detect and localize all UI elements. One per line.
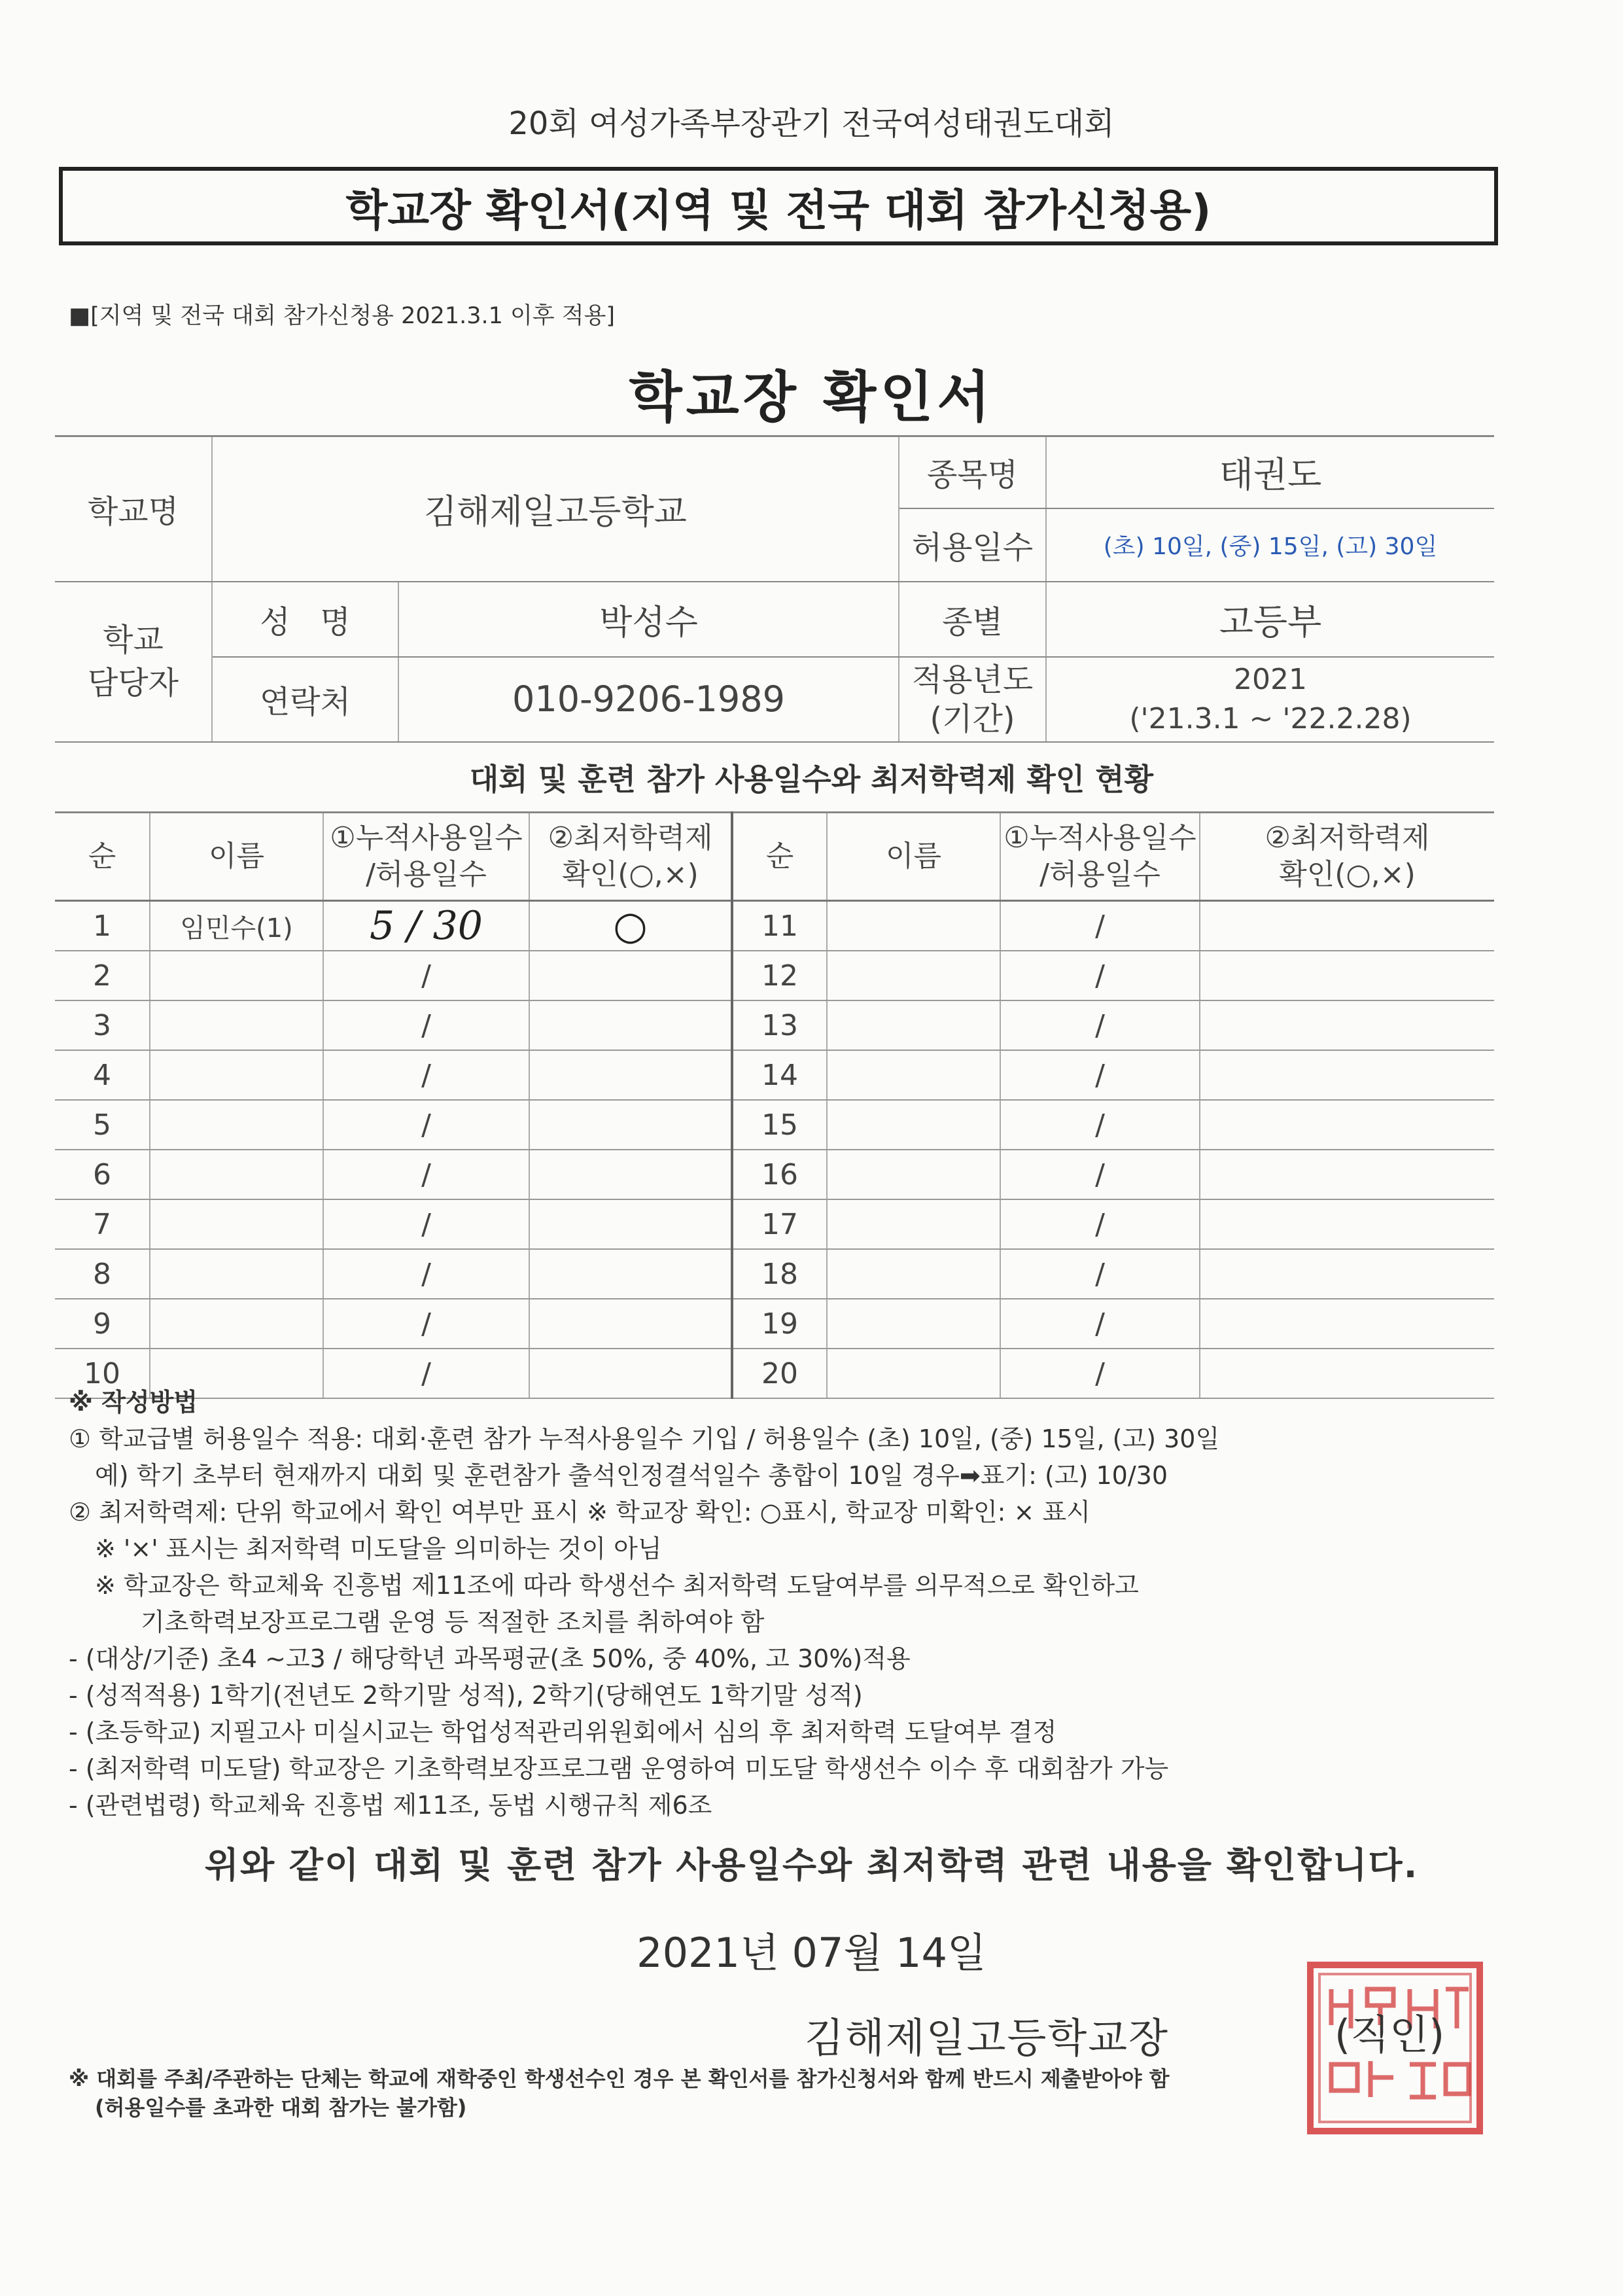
division-label: 종별 xyxy=(899,582,1046,657)
row-number: 11 xyxy=(732,901,827,951)
used-days: / xyxy=(1000,1000,1200,1050)
instruction-2-note-b-cont: 기초학력보장프로그램 운영 등 적절한 조치를 취하여야 함 xyxy=(141,1608,765,1636)
player-name xyxy=(150,1150,323,1199)
year-label: 적용년도 (기간) xyxy=(899,657,1046,742)
player-name xyxy=(150,951,323,1000)
used-days: / xyxy=(1000,951,1200,1000)
used-days: / xyxy=(1000,1100,1200,1150)
row-number: 17 xyxy=(732,1199,827,1249)
academic-check xyxy=(1200,1299,1494,1349)
academic-check: ○ xyxy=(529,901,732,951)
academic-check xyxy=(529,1150,732,1199)
academic-check xyxy=(529,1100,732,1150)
school-name-label: 학교명 xyxy=(55,436,212,582)
row-number: 12 xyxy=(732,951,827,1000)
academic-check xyxy=(1200,1050,1494,1100)
academic-check xyxy=(1200,1000,1494,1050)
document-title-box: 학교장 확인서(지역 및 전국 대회 참가신청용) xyxy=(59,167,1498,245)
player-name xyxy=(150,1199,323,1249)
principal-name: 김해제일고등학교장 xyxy=(805,2014,1170,2062)
confirmation-statement: 위와 같이 대회 및 훈련 참가 사용일수와 최저학력 관련 내용을 확인합니다. xyxy=(204,1845,1419,1886)
table-row xyxy=(55,1299,1494,1349)
footer-line-2: (허용일수를 초과한 대회 참가는 불가함) xyxy=(95,2095,467,2120)
academic-check xyxy=(1200,1150,1494,1199)
instructions-heading: ※ 작성방법 xyxy=(69,1388,198,1417)
header-name: 이름 xyxy=(150,813,323,901)
confirmation-date: 2021년 07월 14일 xyxy=(637,1929,986,1977)
row-number: 15 xyxy=(732,1100,827,1150)
seal-label: (직인) xyxy=(1335,2011,1445,2058)
table-row xyxy=(55,1000,1494,1050)
event-value: 태권도 xyxy=(1046,436,1494,508)
footer-note xyxy=(69,2064,1541,2122)
allowed-days-value: (초) 10일, (중) 15일, (고) 30일 xyxy=(1046,508,1494,582)
used-days: / xyxy=(1000,1349,1200,1398)
instruction-2: ② 최저학력제: 단위 학교에서 확인 여부만 표시 ※ 학교장 확인: ○표시, 학교장 미확인: × 표시 xyxy=(69,1498,1091,1527)
event-label: 종목명 xyxy=(899,436,1046,508)
detail-5: - (관련법령) 학교체육 진흥법 제11조, 동법 시행규칙 제6조 xyxy=(69,1791,712,1820)
status-table xyxy=(55,811,1494,1399)
competition-title: 20회 여성가족부장관기 전국여성태권도대회 xyxy=(508,105,1115,142)
player-name xyxy=(827,1050,1000,1100)
instruction-1: ① 학교급별 허용일수 적용: 대회·훈련 참가 누적사용일수 기입 / 허용일수 (초) 10일, (중) 15일, (고) 30일 xyxy=(69,1424,1220,1453)
player-name xyxy=(150,1050,323,1100)
row-number: 14 xyxy=(732,1050,827,1100)
used-days: / xyxy=(1000,1150,1200,1199)
player-name xyxy=(150,1249,323,1299)
year-value: 2021 ('21.3.1 ~ '22.2.28) xyxy=(1046,657,1494,742)
table-row xyxy=(55,901,1494,951)
school-name-value: 김해제일고등학교 xyxy=(212,436,899,582)
header-no: 순 xyxy=(732,813,827,901)
used-days: / xyxy=(323,1299,529,1349)
row-number: 19 xyxy=(732,1299,827,1349)
player-name xyxy=(827,901,1000,951)
player-name xyxy=(827,1299,1000,1349)
school-info-table xyxy=(55,435,1494,743)
player-name xyxy=(150,1000,323,1050)
status-header-row xyxy=(55,813,1494,901)
table-row xyxy=(55,1150,1494,1199)
used-days: / xyxy=(323,1000,529,1050)
table-row xyxy=(55,1249,1494,1299)
row-number: 4 xyxy=(55,1050,150,1100)
table-row xyxy=(55,1050,1494,1100)
used-days: / xyxy=(323,1249,529,1299)
header-days: ①누적사용일수 /허용일수 xyxy=(1000,813,1200,901)
player-name: 임민수(1) xyxy=(150,901,323,951)
allowed-days-label: 허용일수 xyxy=(899,508,1046,582)
manager-name-label: 성 명 xyxy=(212,582,398,657)
manager-name-value: 박성수 xyxy=(398,582,899,657)
player-name xyxy=(150,1100,323,1150)
detail-2: - (성적적용) 1학기(전년도 2학기말 성적), 2학기(당해연도 1학기말 성적) xyxy=(69,1681,863,1710)
row-number: 3 xyxy=(55,1000,150,1050)
academic-check xyxy=(1200,1100,1494,1150)
row-number: 13 xyxy=(732,1000,827,1050)
footer-line-1: ※ 대회를 주최/주관하는 단체는 학교에 재학중인 학생선수인 경우 본 확인서를 참가신청서와 함께 반드시 제출받아야 함 xyxy=(69,2066,1170,2091)
school-manager-label: 학교 담당자 xyxy=(55,582,212,742)
academic-check xyxy=(529,951,732,1000)
row-number: 6 xyxy=(55,1150,150,1199)
instruction-1-example: 예) 학기 초부터 현재까지 대회 및 훈련참가 출석인정결석일수 총합이 10일 경우➡표기: (고) 10/30 xyxy=(95,1461,1168,1490)
used-days: / xyxy=(323,1100,529,1150)
header-days: ①누적사용일수 /허용일수 xyxy=(323,813,529,901)
row-number: 10 xyxy=(55,1349,150,1398)
player-name xyxy=(827,1199,1000,1249)
table-row xyxy=(55,951,1494,1000)
detail-3: - (초등학교) 지필고사 미실시교는 학업성적관리위원회에서 심의 후 최저학력 도달여부 결정 xyxy=(69,1718,1057,1746)
used-days: / xyxy=(323,1150,529,1199)
detail-1: - (대상/기준) 초4 ~고3 / 해당학년 과목평균(초 50%, 중 40%, 고 30%)적용 xyxy=(69,1644,911,1673)
academic-check xyxy=(1200,901,1494,951)
used-days: / xyxy=(1000,1249,1200,1299)
academic-check xyxy=(529,1000,732,1050)
academic-check xyxy=(529,1199,732,1249)
academic-check xyxy=(529,1249,732,1299)
row-number: 18 xyxy=(732,1249,827,1299)
table-row xyxy=(55,1199,1494,1249)
used-days: / xyxy=(323,1050,529,1100)
row-number: 7 xyxy=(55,1199,150,1249)
header-name: 이름 xyxy=(827,813,1000,901)
used-days: / xyxy=(323,1199,529,1249)
table-row xyxy=(55,1100,1494,1150)
used-days: / xyxy=(1000,901,1200,951)
row-number: 9 xyxy=(55,1299,150,1349)
application-note: ■[지역 및 전국 대회 참가신청용 2021.3.1 이후 적용] xyxy=(69,303,616,329)
used-days: / xyxy=(1000,1050,1200,1100)
instruction-2-note-b: ※ 학교장은 학교체육 진흥법 제11조에 따라 학생선수 최저학력 도달여부를 의무적으로 확인하고 xyxy=(95,1571,1139,1600)
used-days: 5 / 30 xyxy=(323,901,529,951)
form-title: 학교장 확인서 xyxy=(629,365,994,429)
detail-4: - (최저학력 미도달) 학교장은 기초학력보장프로그램 운영하여 미도달 학생선수 이수 후 대회참가 가능 xyxy=(69,1754,1169,1783)
player-name xyxy=(827,951,1000,1000)
academic-check xyxy=(1200,1199,1494,1249)
academic-check xyxy=(529,1050,732,1100)
row-number: 8 xyxy=(55,1249,150,1299)
row-number: 2 xyxy=(55,951,150,1000)
used-days: / xyxy=(1000,1199,1200,1249)
division-value: 고등부 xyxy=(1046,582,1494,657)
row-number: 16 xyxy=(732,1150,827,1199)
academic-check xyxy=(1200,1249,1494,1299)
row-number: 1 xyxy=(55,901,150,951)
row-number: 5 xyxy=(55,1100,150,1150)
contact-value: 010-9206-1989 xyxy=(398,657,899,742)
instruction-2-note-a: ※ '×' 표시는 최저학력 미도달을 의미하는 것이 아님 xyxy=(95,1534,662,1563)
used-days: / xyxy=(323,1349,529,1398)
contact-label: 연락처 xyxy=(212,657,398,742)
header-check: ②최저학력제 확인(○,×) xyxy=(1200,813,1494,901)
status-section-title: 대회 및 훈련 참가 사용일수와 최저학력제 확인 현황 xyxy=(469,762,1154,797)
used-days: / xyxy=(1000,1299,1200,1349)
academic-check xyxy=(1200,951,1494,1000)
player-name xyxy=(827,1150,1000,1199)
academic-check xyxy=(529,1299,732,1349)
header-no: 순 xyxy=(55,813,150,901)
row-number: 20 xyxy=(732,1349,827,1398)
used-days: / xyxy=(323,951,529,1000)
player-name xyxy=(150,1299,323,1349)
player-name xyxy=(827,1100,1000,1150)
instructions xyxy=(69,1384,1508,1824)
player-name xyxy=(827,1000,1000,1050)
player-name xyxy=(827,1249,1000,1299)
header-check: ②최저학력제 확인(○,×) xyxy=(529,813,732,901)
